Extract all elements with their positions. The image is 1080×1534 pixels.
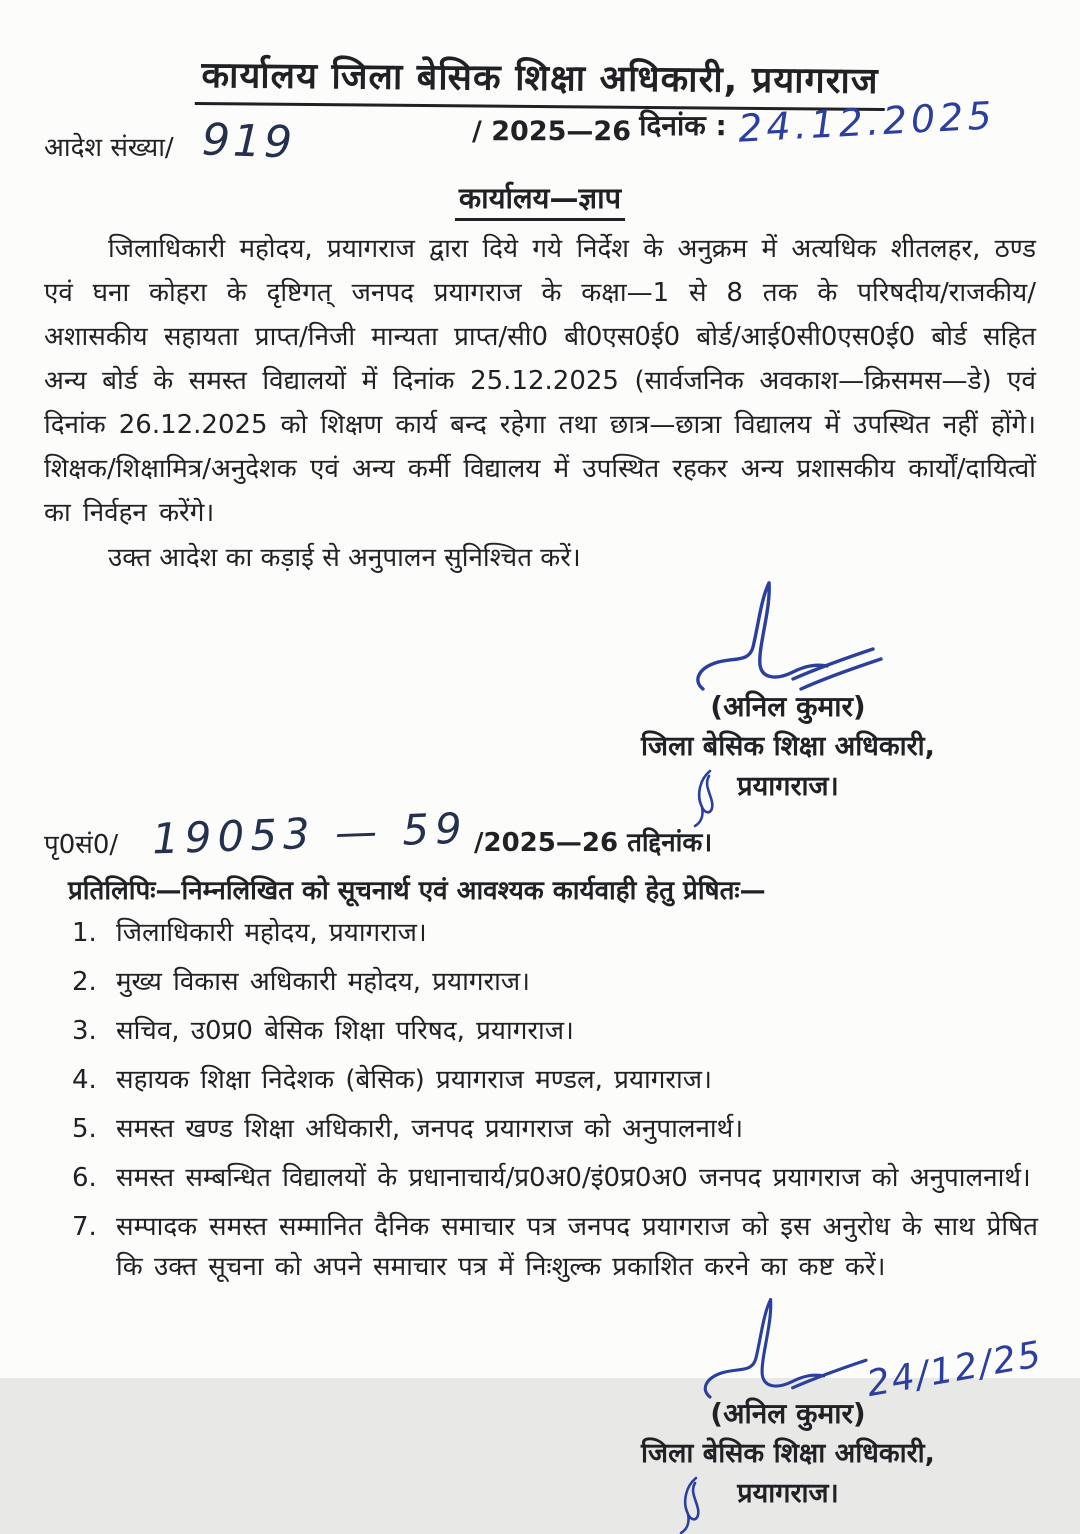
- order-number-label: आदेश संख्या/: [44, 133, 174, 163]
- signatory-place-text: प्रयागराज।: [737, 1478, 839, 1509]
- signature-block-top: [608, 579, 968, 807]
- signature-ink-icon: [673, 579, 903, 701]
- signatory-name: (अनिल कुमार): [710, 1397, 866, 1430]
- date-label: दिनांक :: [639, 109, 727, 142]
- year-fraction: / 2025—26: [472, 116, 631, 147]
- reference-suffix: /2025—26 तद्दिनांक।: [474, 828, 713, 858]
- signature-date-handwritten: 24/12/25: [864, 1333, 1047, 1406]
- signatory-place: [608, 1474, 968, 1514]
- list-item: सहायक शिक्षा निदेशक (बेसिक) प्रयागराज मण्डल, प्रयागराज।: [116, 1065, 712, 1095]
- office-title-text: कार्यालय जिला बेसिक शिक्षा अधिकारी, प्रयागराज: [195, 49, 885, 111]
- reference-number-handwritten: 19053 — 59: [151, 803, 469, 864]
- date-handwritten: 24.12.2025: [737, 93, 997, 151]
- reference-label: पृ0सं0/: [44, 830, 119, 860]
- list-item: सचिव, उ0प्र0 बेसिक शिक्षा परिषद, प्रयागराज।: [116, 1016, 574, 1046]
- order-number-handwritten: 919: [201, 114, 296, 169]
- signatory-designation: जिला बेसिक शिक्षा अधिकारी,: [641, 1438, 935, 1469]
- list-item: जिलाधिकारी महोदय, प्रयागराज।: [116, 918, 427, 948]
- closing-line: उक्त आदेश का कड़ाई से अनुपालन सुनिश्चित करें।: [108, 543, 581, 573]
- pen-flourish-icon: [678, 1476, 704, 1534]
- signatory-name: (अनिल कुमार): [710, 690, 866, 723]
- signatory-designation: जिला बेसिक शिक्षा अधिकारी,: [641, 731, 935, 762]
- meta-row: [42, 93, 1038, 184]
- copy-recipient-list: [42, 913, 1038, 1287]
- list-item: सम्पादक समस्त सम्मानित दैनिक समाचार पत्र जनपद प्रयागराज को इस अनुरोध के साथ प्रेषित कि उक्त सूचना को अपने समाचार पत्र में निःशुल्क प्रकाशित करने का कष्ट करें।: [116, 1212, 1038, 1282]
- list-item: मुख्य विकास अधिकारी महोदय, प्रयागराज।: [116, 967, 531, 997]
- signature-block-bottom: [608, 1296, 1047, 1514]
- signatory-place: [608, 767, 968, 807]
- date-row: [639, 93, 997, 151]
- memo-heading-text: कार्यालय—ज्ञाप: [455, 181, 625, 221]
- list-item: समस्त सम्बन्धित विद्यालयों के प्रधानाचार्य/प्र0अ0/इं0प्र0अ0 जनपद प्रयागराज को अनुपालनार्थ।: [116, 1163, 1031, 1193]
- memo-body-paragraph: जिलाधिकारी महोदय, प्रयागराज द्वारा दिये गये निर्देश के अनुक्रम में अत्यधिक शीतलहर, ठण्ड एवं घना कोहरा के दृष्टिगत् जनपद प्रयागराज के कक्षा—1 से 8 तक के परिषदीय/राजकीय/अशासकीय सहायता प्राप्त/निजी मान्यता प्राप्त/सी0 बी0एस0ई0 बोर्ड/आई0सी0एस0ई0 बोर्ड सहित अन्य बोर्ड के समस्त विद्यालयों में दिनांक 25.12.2025 (सार्वजनिक अवकाश—क्रिसमस—डे) एवं दिनांक 26.12.2025 को शिक्षण कार्य बन्द रहेगा तथा छात्र—छात्रा विद्यालय में उपस्थित नहीं होंगे। शिक्षक/शिक्षामित्र/अनुदेशक एवं अन्य कर्मी विद्यालय में उपस्थित रहकर अन्य प्रशासकीय कार्यों/दायित्वों का निर्वहन करेंगे।: [44, 234, 1036, 528]
- copy-to-line: प्रतिलिपिः—निम्नलिखित को सूचनार्थ एवं आवश्यक कार्यवाही हेतु प्रेषितः—: [68, 876, 766, 906]
- list-item: समस्त खण्ड शिक्षा अधिकारी, जनपद प्रयागराज को अनुपालनार्थ।: [116, 1114, 744, 1144]
- reference-row: [42, 803, 1038, 867]
- signatory-place-text: प्रयागराज।: [737, 771, 839, 802]
